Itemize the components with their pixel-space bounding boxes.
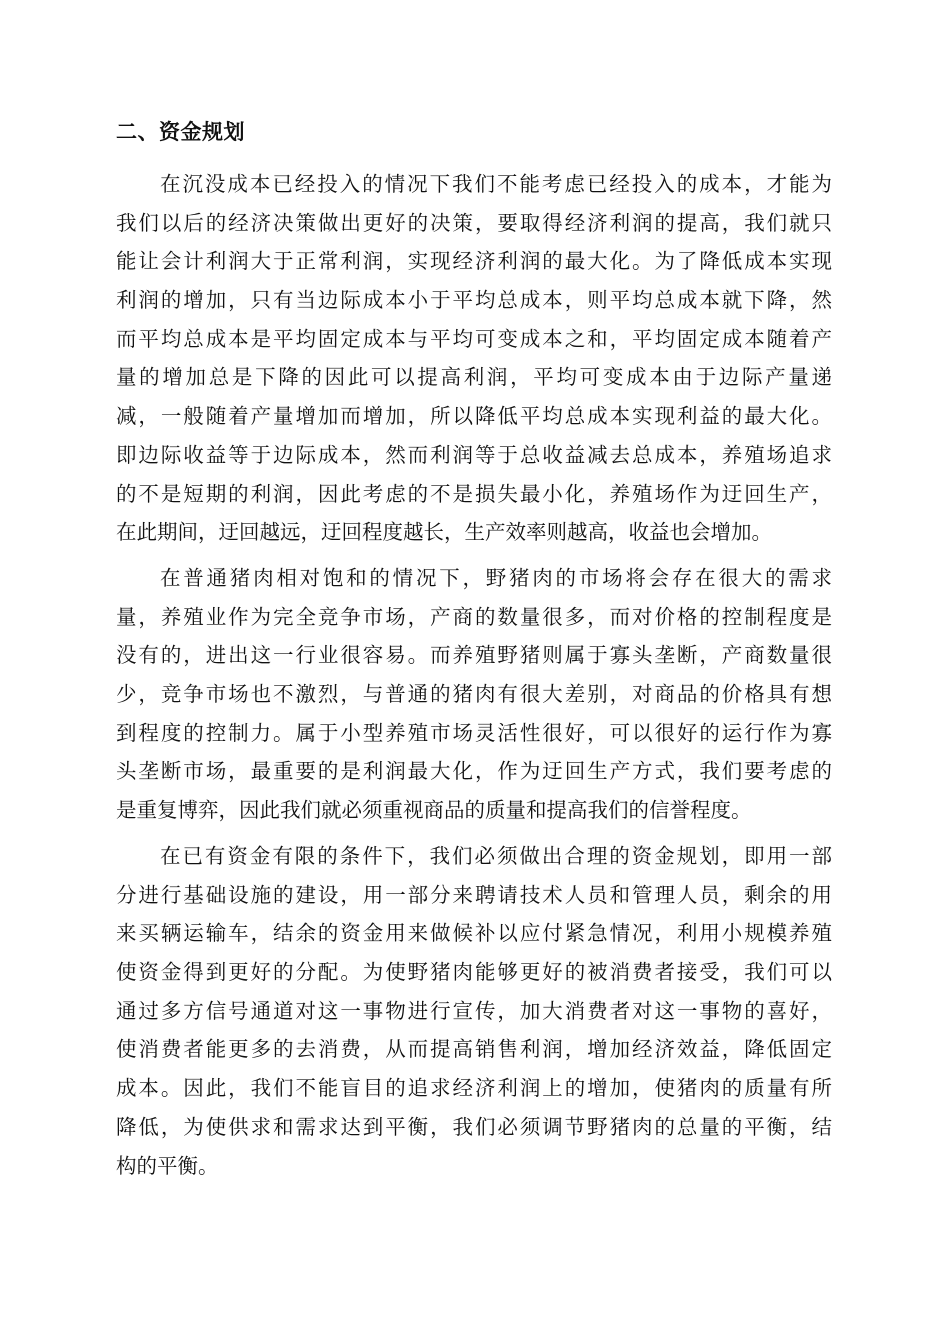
paragraph-line: 即边际收益等于边际成本，然而利润等于总收益减去总成本，养殖场追求 — [116, 442, 832, 467]
paragraph-cost-analysis — [116, 165, 832, 552]
paragraph-line: 减，一般随着产量增加而增加，所以降低平均总成本实现利益的最大化。 — [116, 404, 832, 429]
paragraph-line: 成本。因此，我们不能盲目的追求经济利润上的增加，使猪肉的质量有所 — [116, 1076, 832, 1101]
paragraph-line: 在普通猪肉相对饱和的情况下，野猪肉的市场将会存在很大的需求 — [160, 566, 832, 590]
paragraph-line: 通过多方信号通道对这一事物进行宣传，加大消费者对这一事物的喜好， — [116, 998, 832, 1023]
paragraph-line: 在已有资金有限的条件下，我们必须做出合理的资金规划，即用一部 — [160, 844, 832, 868]
paragraph-line: 能让会计利润大于正常利润，实现经济利润的最大化。为了降低成本实现 — [116, 249, 832, 274]
paragraph-line: 我们以后的经济决策做出更好的决策，要取得经济利润的提高，我们就只 — [116, 210, 832, 235]
paragraph-line: 利润的增加，只有当边际成本小于平均总成本，则平均总成本就下降，然 — [116, 288, 832, 313]
paragraph-line: 使消费者能更多的去消费，从而提高销售利润，增加经济效益，降低固定 — [116, 1037, 832, 1062]
paragraph-market-structure — [116, 559, 832, 830]
paragraph-fund-planning — [116, 837, 832, 1185]
paragraph-line: 少，竞争市场也不激烈，与普通的猪肉有很大差别，对商品的价格具有想 — [116, 682, 832, 707]
paragraph-line: 量的增加总是下降的因此可以提高利润，平均可变成本由于边际产量递 — [116, 365, 832, 390]
paragraph-line: 在沉没成本已经投入的情况下我们不能考虑已经投入的成本，才能为 — [160, 172, 832, 196]
paragraph-line: 分进行基础设施的建设，用一部分来聘请技术人员和管理人员，剩余的用 — [116, 882, 832, 907]
section-heading: 二、资金规划 — [116, 120, 245, 144]
paragraph-line: 头垄断市场，最重要的是利润最大化，作为迂回生产方式，我们要考虑的 — [116, 759, 832, 784]
paragraph-line: 构的平衡。 — [116, 1153, 219, 1178]
paragraph-line: 而平均总成本是平均固定成本与平均可变成本之和，平均固定成本随着产 — [116, 326, 832, 351]
paragraph-line: 来买辆运输车，结余的资金用来做候补以应付紧急情况，利用小规模养殖 — [116, 921, 832, 946]
paragraph-line: 在此期间，迂回越远，迂回程度越长，生产效率则越高，收益也会增加。 — [116, 520, 772, 545]
paragraph-line: 的不是短期的利润，因此考虑的不是损失最小化，养殖场作为迂回生产， — [116, 481, 832, 506]
paragraph-line: 到程度的控制力。属于小型养殖市场灵活性很好，可以很好的运行作为寡 — [116, 720, 832, 745]
paragraph-line: 没有的，进出这一行业很容易。而养殖野猪则属于寡头垄断，产商数量很 — [116, 643, 832, 668]
paragraph-line: 量，养殖业作为完全竞争市场，产商的数量很多，而对价格的控制程度是 — [116, 604, 832, 629]
paragraph-line: 使资金得到更好的分配。为使野猪肉能够更好的被消费者接受，我们可以 — [116, 960, 832, 985]
paragraph-line: 是重复博弈，因此我们就必须重视商品的质量和提高我们的信誉程度。 — [116, 798, 752, 823]
paragraph-line: 降低，为使供求和需求达到平衡，我们必须调节野猪肉的总量的平衡，结 — [116, 1114, 832, 1139]
